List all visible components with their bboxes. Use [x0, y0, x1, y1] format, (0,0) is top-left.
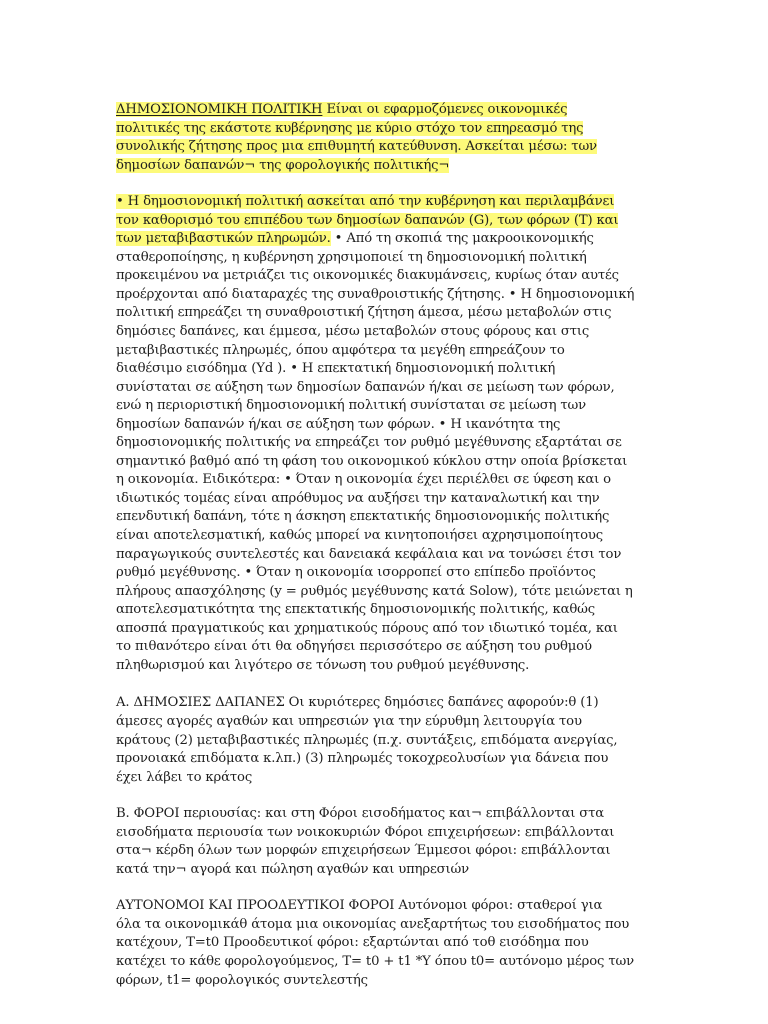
text-line: δημόσιες δαπάνες, και έμμεσα, μέσω μεταβολών στους φόρους και στις	[116, 324, 590, 340]
text-line: διαθέσιμο εισόδημα (Yd ). • Η επεκτατική δημοσιονομική πολιτική	[116, 361, 556, 377]
text-line: έχει λάβει το κράτος	[116, 769, 253, 785]
text-line: είναι αποτελεσματική, καθώς μπορεί να κινητοποιήσει αχρησιμοποίητους	[116, 528, 604, 544]
text-line: η οικονομία. Ειδικότερα: • Όταν η οικονομία έχει περιέλθει σε ύφεση και ο	[116, 472, 611, 488]
text-line: αποσπά πραγματικούς και χρηματικούς πόρους από τον ιδιωτικό τομέα, και	[116, 620, 618, 636]
paragraph-taxes	[116, 805, 656, 879]
text-line: αποτελεσματικότητα της επεκτατικής δημοσιονομικής πολιτικής, καθώς	[116, 602, 596, 618]
text-line: εισοδήματα περιουσία των νοικοκυριών Φόροι επιχειρήσεων: επιβάλλονται	[116, 824, 615, 840]
text-line: δημοσίων δαπανών ή/και σε αύξηση των φόρων. • Η ικανότητα της	[116, 416, 561, 432]
text-line: • Από τη σκοπιά της μακροοικονομικής	[330, 231, 594, 247]
text-line: Α. ΔΗΜΟΣΙΕΣ ΔΑΠΑΝΕΣ Οι κυριότερες δημόσιες δαπάνες αφορούν:θ (1)	[116, 695, 599, 711]
text-line: τον καθορισμό του επιπέδου των δημοσίων δαπανών (G), των φόρων (T) και	[116, 212, 619, 228]
document-page	[116, 101, 656, 990]
text-line: ενώ η περιοριστική δημοσιονομική πολιτική συνίσταται σε μείωση των	[116, 398, 586, 414]
text-line: προκειμένου να μετριάζει τις οικονομικές διακυμάνσεις, κυρίως όταν αυτές	[116, 268, 619, 284]
text-line: Β. ΦΟΡΟΙ περιουσίας: και στη Φόροι εισοδήματος και¬ επιβάλλονται στα	[116, 806, 605, 822]
text-line: των μεταβιβαστικών πληρωμών.	[116, 231, 331, 247]
text-line: επενδυτική δαπάνη, τότε η άσκηση επεκτατικής δημοσιονομικής πολιτικής	[116, 509, 610, 525]
text-line: το πιθανότερο είναι ότι θα οδηγήσει περισσότερο σε αύξηση του ρυθμού	[116, 639, 592, 655]
text-line: στα¬ κέρδη όλων των μορφών επιχειρήσεων Έμμεσοι φόροι: επιβάλλονται	[116, 843, 611, 859]
text-line: κατέχουν, T=t0 Προοδευτικοί φόροι: εξαρτώνται από τοθ εισόδημα που	[116, 935, 589, 951]
text-line: κράτους (2) μεταβιβαστικές πληρωμές (π.χ. συντάξεις, επιδόματα ανεργίας,	[116, 732, 618, 748]
text-line: συνολικής ζήτησης προς μια επιθυμητή κατεύθυνση. Ασκείται μέσω: των	[116, 139, 597, 155]
text-line: πληθωρισμού και λιγότερο σε τόνωση του ρυθμού μεγέθυνσης.	[116, 657, 530, 673]
text-line: πολιτικές της εκάστοτε κυβέρνησης με κύριο στόχο τον επηρεασμό της	[116, 120, 584, 136]
text-line: ιδιωτικός τομέας είναι απρόθυμος να αυξήσει την καταναλωτική και την	[116, 490, 600, 506]
paragraph-public-expenditure	[116, 694, 656, 787]
text-line: προέρχονται από διαταραχές της συναθροιστικής ζήτησης. • Η δημοσιονομική	[116, 286, 635, 302]
paragraph-fiscal-policy-details	[116, 193, 656, 675]
text-line: Είναι οι εφαρμοζόμενες οικονομικές	[322, 102, 568, 117]
text-line: ρυθμό μεγέθυνσης. • Όταν η οικονομία ισορροπεί στο επίπεδο προϊόντος	[116, 565, 596, 581]
text-line: φόρων, t1= φορολογικός συντελεστής	[116, 972, 368, 988]
text-line: άμεσες αγορές αγαθών και υπηρεσιών για την εύρυθμη λειτουργία του	[116, 713, 582, 729]
text-line: σταθεροποίησης, η κυβέρνηση χρησιμοποιεί τη δημοσιονομική πολιτική	[116, 249, 587, 265]
text-line: ΑΥΤΟΝΟΜΟΙ ΚΑΙ ΠΡΟΟΔΕΥΤΙΚΟΙ ΦΟΡΟΙ Αυτόνομοι φόροι: σταθεροί για	[116, 898, 603, 914]
paragraph-autonomous-progressive-taxes	[116, 897, 656, 990]
text-line: συνίσταται σε αύξηση των δημοσίων δαπανών ή/και σε μείωση των φόρων,	[116, 379, 615, 395]
text-line: κατά την¬ αγορά και πώληση αγαθών και υπηρεσιών	[116, 861, 470, 877]
text-line: μεταβιβαστικές πληρωμές, όπου αμφότερα τα μεγέθη επηρεάζουν το	[116, 342, 565, 358]
document-heading: ΔΗΜΟΣΙΟΝΟΜΙΚΗ ΠΟΛΙΤΙΚΗ	[116, 102, 323, 117]
text-line: δημοσίων δαπανών¬ της φορολογικής πολιτικής¬	[116, 157, 450, 173]
text-line: • Η δημοσιονομική πολιτική ασκείται από την κυβέρνηση και περιλαμβάνει	[116, 194, 615, 210]
text-line: σημαντικό βαθμό από τη φάση του οικονομικού κύκλου στην οποία βρίσκεται	[116, 453, 628, 469]
text-line: προνοιακά επιδόματα κ.λπ.) (3) πληρωμές τοκοχρεολυσίων για δάνεια που	[116, 751, 609, 767]
text-line: παραγωγικούς συντελεστές και δανειακά κεφάλαια και να τονώσει έτσι τον	[116, 546, 622, 562]
text-line: κατέχει το κάθε φορολογούμενος, T= t0 + t1 *Y όπου t0= αυτόνομο μέρος των	[116, 953, 634, 969]
text-line: πολιτική επηρεάζει τη συναθροιστική ζήτηση άμεσα, μέσω μεταβολών στις	[116, 305, 612, 321]
text-line: όλα τα οικονομικάθ άτομα μια οικονομίας ανεξαρτήτως του εισοδήματος που	[116, 916, 630, 932]
paragraph-fiscal-policy-definition	[116, 101, 656, 175]
text-line: πλήρους απασχόλησης (y = ρυθμός μεγέθυνσης κατά Solow), τότε μειώνεται η	[116, 583, 633, 599]
text-line: δημοσιονομικής πολιτικής να επηρεάζει τον ρυθμό μεγέθυνσης εξαρτάται σε	[116, 435, 622, 451]
